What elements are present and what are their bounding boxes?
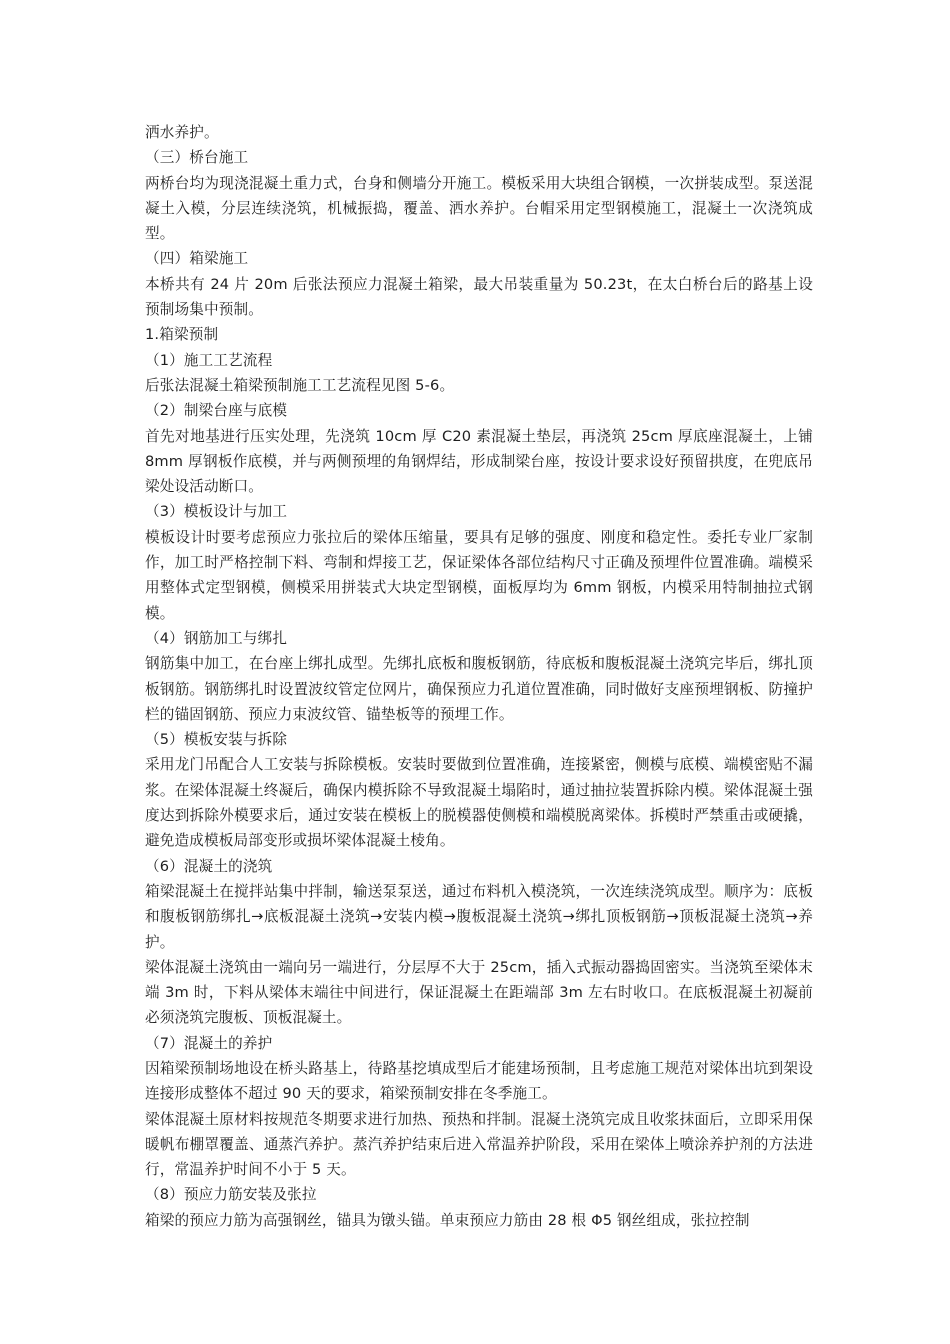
document-page: [145, 120, 813, 1233]
body-paragraph: 后张法混凝土箱梁预制施工工艺流程见图 5-6。: [145, 376, 455, 394]
item-heading-process: （1）施工工艺流程: [145, 351, 273, 369]
section-heading-abutment: （三）桥台施工: [145, 149, 249, 167]
body-paragraph: 本桥共有 24 片 20m 后张法预应力混凝土箱梁，最大吊装重量为 50.23t，在太白桥台后的路基上设预制场集中预制。: [145, 275, 813, 319]
body-paragraph: 梁体混凝土原材料按规范冬期要求进行加热、预热和拌制。混凝土浇筑完成且收浆抹面后，立即采用保暖帆布棚罩覆盖、通蒸汽养护。蒸汽养护结束后进入常温养护阶段，采用在梁体上喷涂养护剂的方法进行，常温养护时间不小于 5 天。: [145, 1110, 813, 1179]
body-paragraph: 模板设计时要考虑预应力张拉后的梁体压缩量，要具有足够的强度、刚度和稳定性。委托专业厂家制作，加工时严格控制下料、弯制和焊接工艺，保证梁体各部位结构尺寸正确及预埋件位置准确。端模采用整体式定型钢模，侧模采用拼装式大块定型钢模，面板厚均为 6mm 钢板，内模采用特制抽拉式钢模。: [145, 528, 813, 622]
item-heading-rebar: （4）钢筋加工与绑扎: [145, 629, 288, 647]
item-heading-pouring: （6）混凝土的浇筑: [145, 857, 273, 875]
item-heading-prestress: （8）预应力筋安装及张拉: [145, 1186, 317, 1204]
body-paragraph: 首先对地基进行压实处理，先浇筑 10cm 厚 C20 素混凝土垫层，再浇筑 25cm 厚底座混凝土，上铺 8mm 厚钢板作底模，并与两侧预埋的角钢焊结，形成制梁台座，按设计要求设好预留拱度，在兜底吊梁处设活动断口。: [145, 427, 813, 496]
subsection-heading-prefab: 1.箱梁预制: [145, 326, 219, 344]
body-paragraph: 因箱梁预制场地设在桥头路基上，待路基挖填成型后才能建场预制，且考虑施工规范对梁体出坑到架设连接形成整体不超过 90 天的要求，箱梁预制安排在冬季施工。: [145, 1059, 813, 1103]
body-paragraph: 箱梁的预应力筋为高强钢丝，锚具为镦头锚。单束预应力筋由 28 根 Φ5 钢丝组成，张拉控制: [145, 1211, 750, 1229]
body-paragraph: 两桥台均为现浇混凝土重力式，台身和侧墙分开施工。模板采用大块组合钢模，一次拼装成型。泵送混凝土入模，分层连续浇筑，机械振捣，覆盖、洒水养护。台帽采用定型钢模施工，混凝土一次浇筑成型。: [145, 174, 813, 243]
item-heading-pedestal: （2）制梁台座与底模: [145, 402, 288, 420]
item-heading-curing: （7）混凝土的养护: [145, 1034, 273, 1052]
body-paragraph: 洒水养护。: [145, 124, 219, 141]
section-heading-box-girder: （四）箱梁施工: [145, 250, 249, 268]
body-paragraph: 钢筋集中加工，在台座上绑扎成型。先绑扎底板和腹板钢筋，待底板和腹板混凝土浇筑完毕后，绑扎顶板钢筋。钢筋绑扎时设置波纹管定位网片，确保预应力孔道位置准确，同时做好支座预埋钢板、防撞护栏的锚固钢筋、预应力束波纹管、锚垫板等的预埋工作。: [145, 655, 813, 723]
body-paragraph: 采用龙门吊配合人工安装与拆除模板。安装时要做到位置准确，连接紧密，侧模与底模、端模密贴不漏浆。在梁体混凝土终凝后，确保内模拆除不导致混凝土塌陷时，通过抽拉装置拆除内模。梁体混凝土强度达到拆除外模要求后，通过安装在模板上的脱模器使侧模和端模脱离梁体。拆模时严禁重击或硬撬，避免造成模板局部变形或损坏梁体混凝土棱角。: [145, 756, 813, 850]
item-heading-formwork-install: （5）模板安装与拆除: [145, 731, 288, 749]
item-heading-formwork-design: （3）模板设计与加工: [145, 503, 288, 521]
body-paragraph: 箱梁混凝土在搅拌站集中拌制，输送泵泵送，通过布料机入模浇筑，一次连续浇筑成型。顺序为：底板和腹板钢筋绑扎→底板混凝土浇筑→安装内模→腹板混凝土浇筑→绑扎顶板钢筋→顶板混凝土浇筑→养护。: [145, 882, 813, 951]
body-paragraph: 梁体混凝土浇筑由一端向另一端进行，分层厚不大于 25cm，插入式振动器捣固密实。当浇筑至梁体末端 3m 时，下料从梁体末端往中间进行，保证混凝土在距端部 3m 左右时收口。在底板混凝土初凝前必须浇筑完腹板、顶板混凝土。: [145, 958, 813, 1027]
